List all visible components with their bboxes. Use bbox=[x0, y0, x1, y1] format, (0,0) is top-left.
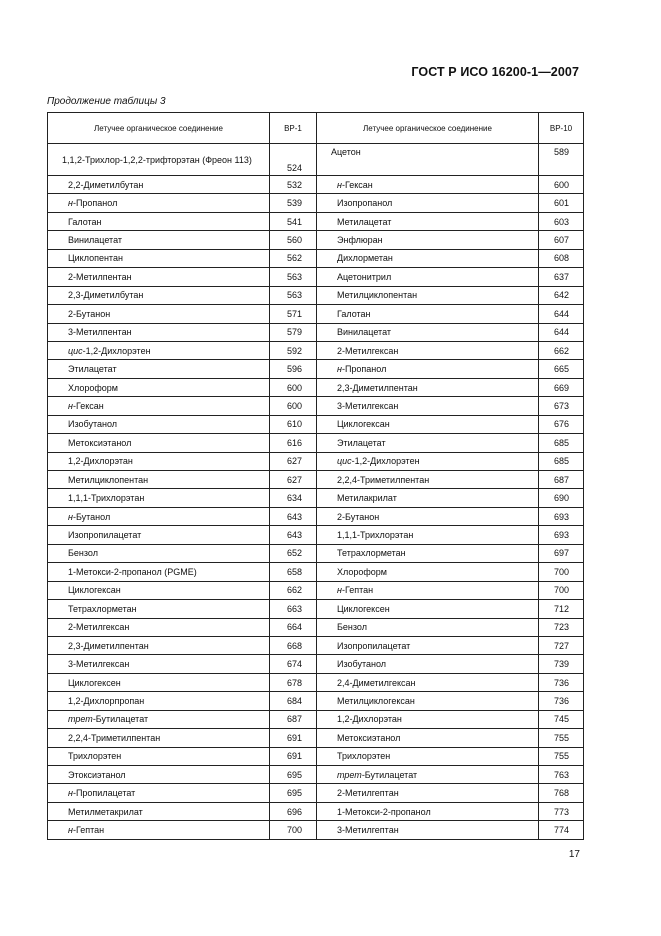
compound-name-right: Галотан bbox=[317, 305, 539, 323]
compound-name-left: 1-Метокси-2-пропанол (PGME) bbox=[48, 563, 270, 581]
table-caption: Продолжение таблицы 3 bbox=[47, 96, 166, 107]
bp10-value: 745 bbox=[539, 710, 584, 728]
table-row bbox=[48, 489, 584, 507]
compound-name-left: Винилацетат bbox=[48, 231, 270, 249]
compound-name-right: 1,2-Дихлорэтан bbox=[317, 710, 539, 728]
table-row bbox=[48, 305, 584, 323]
bp10-value: 603 bbox=[539, 212, 584, 230]
compound-name-right: Хлороформ bbox=[317, 563, 539, 581]
italic-prefix: цис bbox=[68, 345, 83, 356]
bp1-value: 658 bbox=[270, 563, 317, 581]
bp10-value: 755 bbox=[539, 747, 584, 765]
bp1-value: 600 bbox=[270, 397, 317, 415]
bp1-value: 643 bbox=[270, 507, 317, 525]
table-row bbox=[48, 452, 584, 470]
bp10-value: 736 bbox=[539, 692, 584, 710]
table-row bbox=[48, 507, 584, 525]
compound-name-rest: -Бутилацетат bbox=[92, 714, 149, 725]
table-row bbox=[48, 747, 584, 765]
compound-name-right: Метоксиэтанол bbox=[317, 729, 539, 747]
table-row bbox=[48, 618, 584, 636]
compound-name-right: Метилциклопентан bbox=[317, 286, 539, 304]
bp10-value: 673 bbox=[539, 397, 584, 415]
bp10-value: 687 bbox=[539, 471, 584, 489]
compound-name-left bbox=[48, 784, 270, 802]
bp1-value: 700 bbox=[270, 821, 317, 839]
compound-name-right: Циклогексан bbox=[317, 415, 539, 433]
table-row bbox=[48, 471, 584, 489]
compound-name-left: Метилциклопентан bbox=[48, 471, 270, 489]
bp1-value: 610 bbox=[270, 415, 317, 433]
bp1-value: 691 bbox=[270, 729, 317, 747]
compound-name-right: Циклогексен bbox=[317, 600, 539, 618]
compound-name-right: Метилацетат bbox=[317, 212, 539, 230]
bp10-value: 768 bbox=[539, 784, 584, 802]
bp10-value: 736 bbox=[539, 673, 584, 691]
compound-name-right: Тетрахлорметан bbox=[317, 544, 539, 562]
bp1-value: 627 bbox=[270, 452, 317, 470]
page-number: 17 bbox=[568, 849, 580, 860]
table-row bbox=[48, 581, 584, 599]
bp1-value: 662 bbox=[270, 581, 317, 599]
bp1-value: 592 bbox=[270, 341, 317, 359]
compound-name-left bbox=[48, 397, 270, 415]
compound-name-rest: -Гексан bbox=[341, 179, 373, 190]
compound-name-left bbox=[48, 507, 270, 525]
bp10-value: 755 bbox=[539, 729, 584, 747]
bp10-value: 642 bbox=[539, 286, 584, 304]
table-body bbox=[48, 144, 584, 840]
compound-name-left: 2,2-Диметилбутан bbox=[48, 176, 270, 194]
bp10-value: 601 bbox=[539, 194, 584, 212]
bp1-value: 691 bbox=[270, 747, 317, 765]
compound-name-right: Метилциклогексан bbox=[317, 692, 539, 710]
compound-name-left: Изобутанол bbox=[48, 415, 270, 433]
compound-name-right: Энфлюран bbox=[317, 231, 539, 249]
bp1-value: 579 bbox=[270, 323, 317, 341]
compound-name-left: Метоксиэтанол bbox=[48, 434, 270, 452]
bp10-value: 712 bbox=[539, 600, 584, 618]
bp10-value: 773 bbox=[539, 802, 584, 820]
bp1-value: 687 bbox=[270, 710, 317, 728]
column-header-bp1: ВР-1 bbox=[270, 113, 317, 144]
bp1-value: 674 bbox=[270, 655, 317, 673]
table-header-row bbox=[48, 113, 584, 144]
compound-name-left: Бензол bbox=[48, 544, 270, 562]
bp10-value: 644 bbox=[539, 305, 584, 323]
bp1-value: 663 bbox=[270, 600, 317, 618]
bp10-value: 600 bbox=[539, 176, 584, 194]
compound-name-left: Хлороформ bbox=[48, 378, 270, 396]
bp10-value: 589 bbox=[539, 144, 584, 176]
compound-name-right: 2,2,4-Триметилпентан bbox=[317, 471, 539, 489]
table-row bbox=[48, 268, 584, 286]
compound-name-right: Этилацетат bbox=[317, 434, 539, 452]
bp1-value: 634 bbox=[270, 489, 317, 507]
italic-prefix: трет bbox=[68, 714, 93, 725]
table-row bbox=[48, 341, 584, 359]
compound-name-rest: -Пропанол bbox=[341, 364, 387, 375]
bp10-value: 685 bbox=[539, 452, 584, 470]
compound-name-right: 3-Метилгептан bbox=[317, 821, 539, 839]
bp10-value: 662 bbox=[539, 341, 584, 359]
compound-name-left bbox=[48, 821, 270, 839]
bp1-value: 678 bbox=[270, 673, 317, 691]
table-row bbox=[48, 231, 584, 249]
bp1-value: 652 bbox=[270, 544, 317, 562]
bp1-value: 571 bbox=[270, 305, 317, 323]
bp10-value: 608 bbox=[539, 249, 584, 267]
compound-name-rest: -Гептан bbox=[341, 585, 374, 596]
compound-name-left bbox=[48, 341, 270, 359]
compound-name-left bbox=[48, 710, 270, 728]
italic-prefix: н bbox=[68, 788, 73, 799]
compound-name-left: Трихлорэтен bbox=[48, 747, 270, 765]
italic-prefix: н bbox=[68, 511, 73, 522]
compound-name-left: 1,2-Дихлорпропан bbox=[48, 692, 270, 710]
table-row bbox=[48, 176, 584, 194]
table-row bbox=[48, 636, 584, 654]
compound-name-left: 3-Метилпентан bbox=[48, 323, 270, 341]
compound-name-right: Ацетонитрил bbox=[317, 268, 539, 286]
compound-name-right bbox=[317, 581, 539, 599]
table-row bbox=[48, 802, 584, 820]
document-header: ГОСТ Р ИСО 16200-1—2007 bbox=[411, 65, 579, 79]
compound-name-right bbox=[317, 452, 539, 470]
bp1-value: 596 bbox=[270, 360, 317, 378]
compound-name-rest: -Пропанол bbox=[72, 198, 118, 209]
compound-name-right: Ацетон bbox=[317, 144, 539, 176]
italic-prefix: н bbox=[337, 585, 342, 596]
bp1-value: 563 bbox=[270, 268, 317, 286]
table-row bbox=[48, 212, 584, 230]
column-header-compound-right: Летучее органическое соединение bbox=[317, 113, 539, 144]
italic-prefix: н bbox=[68, 400, 73, 411]
compound-name-rest: -1,2-Дихлорэтен bbox=[351, 456, 420, 467]
compound-name-left: Тетрахлорметан bbox=[48, 600, 270, 618]
compound-name-left: 2,3-Диметилбутан bbox=[48, 286, 270, 304]
compound-name-right bbox=[317, 176, 539, 194]
bp1-value: 695 bbox=[270, 784, 317, 802]
column-header-bp10: ВР-10 bbox=[539, 113, 584, 144]
compound-name-rest: -Бутанол bbox=[72, 511, 111, 522]
compound-name-right: 2-Метилгептан bbox=[317, 784, 539, 802]
table-row bbox=[48, 415, 584, 433]
bp10-value: 693 bbox=[539, 507, 584, 525]
compound-name-right: Винилацетат bbox=[317, 323, 539, 341]
bp1-value: 627 bbox=[270, 471, 317, 489]
compound-name-right: 2-Метилгексан bbox=[317, 341, 539, 359]
table-row bbox=[48, 378, 584, 396]
bp1-value: 664 bbox=[270, 618, 317, 636]
compound-name-left: Изопропилацетат bbox=[48, 526, 270, 544]
compound-name-left: Метилметакрилат bbox=[48, 802, 270, 820]
compound-name-rest: -Гептан bbox=[72, 825, 105, 836]
compound-name-right: 3-Метилгексан bbox=[317, 397, 539, 415]
table-row bbox=[48, 821, 584, 839]
compound-name-left: Галотан bbox=[48, 212, 270, 230]
table-row bbox=[48, 600, 584, 618]
bp1-value: 616 bbox=[270, 434, 317, 452]
table-row bbox=[48, 144, 584, 176]
table-row bbox=[48, 673, 584, 691]
table-row bbox=[48, 655, 584, 673]
table-row bbox=[48, 729, 584, 747]
bp1-value: 563 bbox=[270, 286, 317, 304]
table-row bbox=[48, 526, 584, 544]
bp1-value: 524 bbox=[270, 144, 317, 176]
bp10-value: 774 bbox=[539, 821, 584, 839]
table-row bbox=[48, 194, 584, 212]
bp10-value: 700 bbox=[539, 563, 584, 581]
bp1-value: 539 bbox=[270, 194, 317, 212]
bp1-value: 695 bbox=[270, 766, 317, 784]
bp10-value: 644 bbox=[539, 323, 584, 341]
compound-name-left: 2,2,4-Триметилпентан bbox=[48, 729, 270, 747]
bp10-value: 607 bbox=[539, 231, 584, 249]
compound-name-right: Дихлорметан bbox=[317, 249, 539, 267]
column-header-compound-left: Летучее органическое соединение bbox=[48, 113, 270, 144]
bp1-value: 562 bbox=[270, 249, 317, 267]
italic-prefix: н bbox=[337, 364, 342, 375]
compound-name-right: Бензол bbox=[317, 618, 539, 636]
compound-name-left: 2-Бутанон bbox=[48, 305, 270, 323]
bp10-value: 669 bbox=[539, 378, 584, 396]
table-row bbox=[48, 360, 584, 378]
bp10-value: 700 bbox=[539, 581, 584, 599]
bp10-value: 727 bbox=[539, 636, 584, 654]
bp10-value: 685 bbox=[539, 434, 584, 452]
table-row bbox=[48, 544, 584, 562]
bp1-value: 541 bbox=[270, 212, 317, 230]
table-row bbox=[48, 286, 584, 304]
compound-name-left: 1,2-Дихлорэтан bbox=[48, 452, 270, 470]
compound-name-left: 3-Метилгексан bbox=[48, 655, 270, 673]
compound-name-right: Изобутанол bbox=[317, 655, 539, 673]
bp10-value: 665 bbox=[539, 360, 584, 378]
bp10-value: 690 bbox=[539, 489, 584, 507]
bp10-value: 676 bbox=[539, 415, 584, 433]
bp10-value: 723 bbox=[539, 618, 584, 636]
compound-name-left: Этилацетат bbox=[48, 360, 270, 378]
compound-name-right: Метилакрилат bbox=[317, 489, 539, 507]
table-row bbox=[48, 249, 584, 267]
italic-prefix: н bbox=[68, 198, 73, 209]
bp1-value: 696 bbox=[270, 802, 317, 820]
compound-name-right: 2,3-Диметилпентан bbox=[317, 378, 539, 396]
compound-name-rest: -1,2-Дихлорэтен bbox=[82, 345, 151, 356]
bp10-value: 739 bbox=[539, 655, 584, 673]
compound-name-right: 1,1,1-Трихлорэтан bbox=[317, 526, 539, 544]
table-row bbox=[48, 766, 584, 784]
table-row bbox=[48, 397, 584, 415]
compound-name-right: Изопропанол bbox=[317, 194, 539, 212]
italic-prefix: н bbox=[337, 179, 342, 190]
compound-name-rest: -Пропилацетат bbox=[72, 788, 136, 799]
compound-name-left: Этоксиэтанол bbox=[48, 766, 270, 784]
table-row bbox=[48, 784, 584, 802]
bp10-value: 697 bbox=[539, 544, 584, 562]
compound-name-right: Изопропилацетат bbox=[317, 636, 539, 654]
voc-retention-table bbox=[47, 112, 584, 840]
compound-name-left bbox=[48, 194, 270, 212]
compound-name-left: Циклогексен bbox=[48, 673, 270, 691]
compound-name-left: 1,1,2-Трихлор-1,2,2-трифторэтан (Фреон 113) bbox=[48, 144, 270, 176]
compound-name-left: 1,1,1-Трихлорэтан bbox=[48, 489, 270, 507]
italic-prefix: трет bbox=[337, 769, 362, 780]
compound-name-right bbox=[317, 766, 539, 784]
bp10-value: 763 bbox=[539, 766, 584, 784]
compound-name-left: Циклогексан bbox=[48, 581, 270, 599]
compound-name-right: 1-Метокси-2-пропанол bbox=[317, 802, 539, 820]
compound-name-rest: -Бутилацетат bbox=[361, 769, 418, 780]
compound-name-right bbox=[317, 360, 539, 378]
italic-prefix: н bbox=[68, 825, 73, 836]
compound-name-left: Циклопентан bbox=[48, 249, 270, 267]
compound-name-right: 2-Бутанон bbox=[317, 507, 539, 525]
compound-name-left: 2,3-Диметилпентан bbox=[48, 636, 270, 654]
compound-name-left: 2-Метилпентан bbox=[48, 268, 270, 286]
bp1-value: 532 bbox=[270, 176, 317, 194]
compound-name-right: 2,4-Диметилгексан bbox=[317, 673, 539, 691]
bp1-value: 684 bbox=[270, 692, 317, 710]
compound-name-left: 2-Метилгексан bbox=[48, 618, 270, 636]
bp10-value: 637 bbox=[539, 268, 584, 286]
bp1-value: 560 bbox=[270, 231, 317, 249]
bp1-value: 668 bbox=[270, 636, 317, 654]
compound-name-right: Трихлорэтен bbox=[317, 747, 539, 765]
table-row bbox=[48, 692, 584, 710]
compound-name-rest: -Гексан bbox=[72, 400, 104, 411]
bp1-value: 600 bbox=[270, 378, 317, 396]
italic-prefix: цис bbox=[337, 456, 352, 467]
table-row bbox=[48, 563, 584, 581]
table-row bbox=[48, 710, 584, 728]
bp10-value: 693 bbox=[539, 526, 584, 544]
table-row bbox=[48, 323, 584, 341]
table-row bbox=[48, 434, 584, 452]
bp1-value: 643 bbox=[270, 526, 317, 544]
